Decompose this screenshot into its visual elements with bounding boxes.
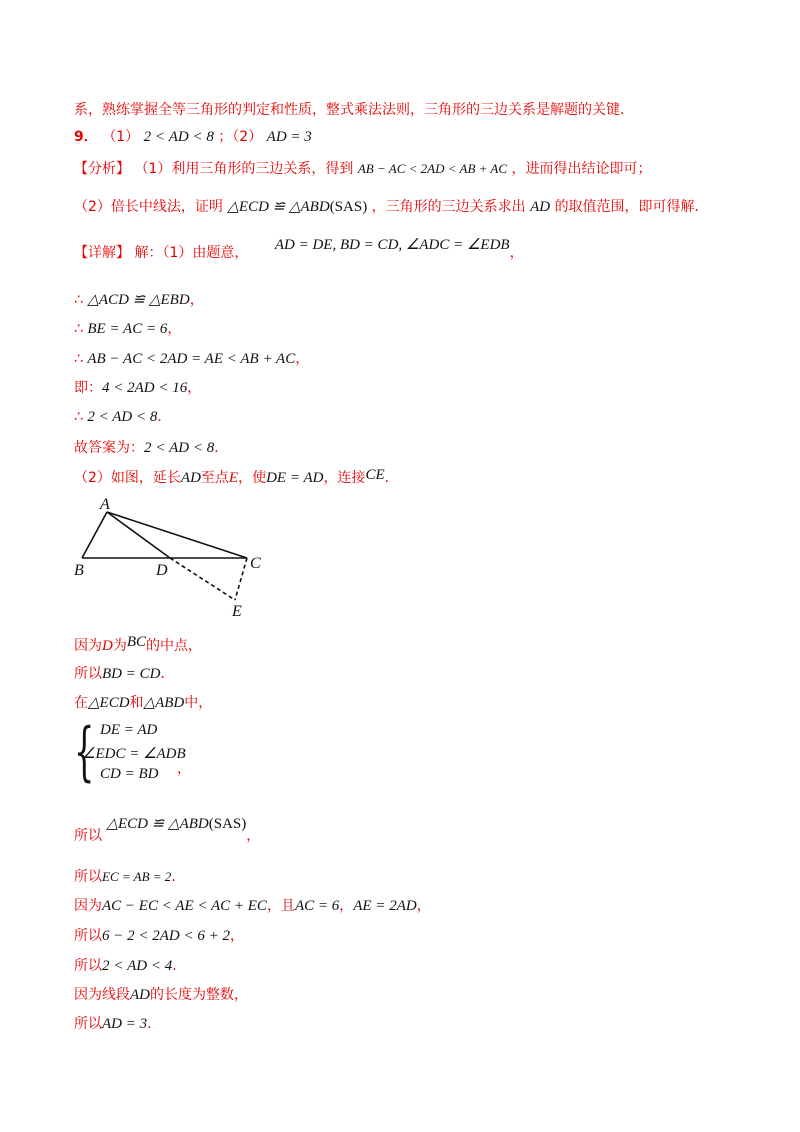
segment-ad <box>107 512 170 558</box>
equation-system <box>74 715 274 790</box>
step-8: 因为D为BC的中点， <box>74 634 203 654</box>
conclusion-line: 系，熟练掌握全等三角形的判定和性质，整式乘法法则，三角形的三边关系是解题的关键． <box>74 102 634 118</box>
system-row-2: ∠EDC = ∠ADB <box>82 746 186 762</box>
brace-symbol: { <box>74 715 95 789</box>
step-5: ∴ 2 < AD < 8． <box>74 409 172 425</box>
step-12: 所以EC = AB = 2． <box>74 869 186 885</box>
question-9-answer: 9． （1） 2 < AD < 8 ；（2） AD = 3 <box>74 129 312 145</box>
system-punct: ， <box>177 761 191 777</box>
triangle-figure <box>70 492 270 622</box>
step-14: 所以6 − 2 < 2AD < 6 + 2， <box>74 928 244 944</box>
step-16: 因为线段AD的长度为整数， <box>74 987 248 1003</box>
segment-ab <box>82 512 107 558</box>
step-10: 在△ECD和△ABD中， <box>74 695 213 711</box>
segment-ce-dashed <box>235 558 247 600</box>
label-c: C <box>250 555 261 572</box>
answer-1: 2 < AD < 8 <box>143 129 214 145</box>
question-number: 9． <box>74 129 98 145</box>
step-6: 故答案为：2 < AD < 8． <box>74 440 229 456</box>
label-a: A <box>100 496 110 513</box>
analysis-line-1: 【分析】 （1）利用三角形的三边关系，得到 AB − AC < 2AD < AB + AC ，进而得出结论即可； <box>74 161 652 177</box>
system-row-1: DE = AD <box>100 722 158 738</box>
segment-de-dashed <box>170 558 235 600</box>
step-17: 所以AD = 3． <box>74 1016 162 1032</box>
label-d: D <box>156 562 168 579</box>
label-e: E <box>232 603 242 620</box>
analysis-tag: 【分析】 <box>74 161 130 177</box>
step-2: ∴ BE = AC = 6， <box>74 321 182 337</box>
label-b: B <box>74 562 84 579</box>
detail-line: 【详解】 解：（1）由题意， AD = DE, BD = CD, ∠ADC = ∠EDB， <box>74 237 524 261</box>
step-1: ∴ △ACD ≌ △EBD， <box>74 292 204 308</box>
system-row-3: CD = BD <box>100 766 159 782</box>
analysis-line-2: （2）倍长中线法，证明 △ECD ≌ △ABD(SAS) ，三角形的三边关系求出 AD 的取值范围，即可得解． <box>74 199 709 215</box>
detail-tag: 【详解】 <box>74 245 130 261</box>
step-4: 即：4 < 2AD < 16， <box>74 380 202 396</box>
step-11: 所以 △ECD ≌ △ABD(SAS)， <box>74 816 261 844</box>
step-3: ∴ AB − AC < 2AD = AE < AB + AC， <box>74 351 310 367</box>
step-7: （2）如图，延长AD至点E，使DE = AD，连接CE． <box>74 467 399 486</box>
step-15: 所以2 < AD < 4． <box>74 958 187 974</box>
step-13: 因为AC − EC < AE < AC + EC，且AC = 6，AE = 2AD， <box>74 898 431 914</box>
segment-ac <box>107 512 247 558</box>
answer-2: AD = 3 <box>266 129 312 145</box>
step-9: 所以BD = CD． <box>74 666 175 682</box>
